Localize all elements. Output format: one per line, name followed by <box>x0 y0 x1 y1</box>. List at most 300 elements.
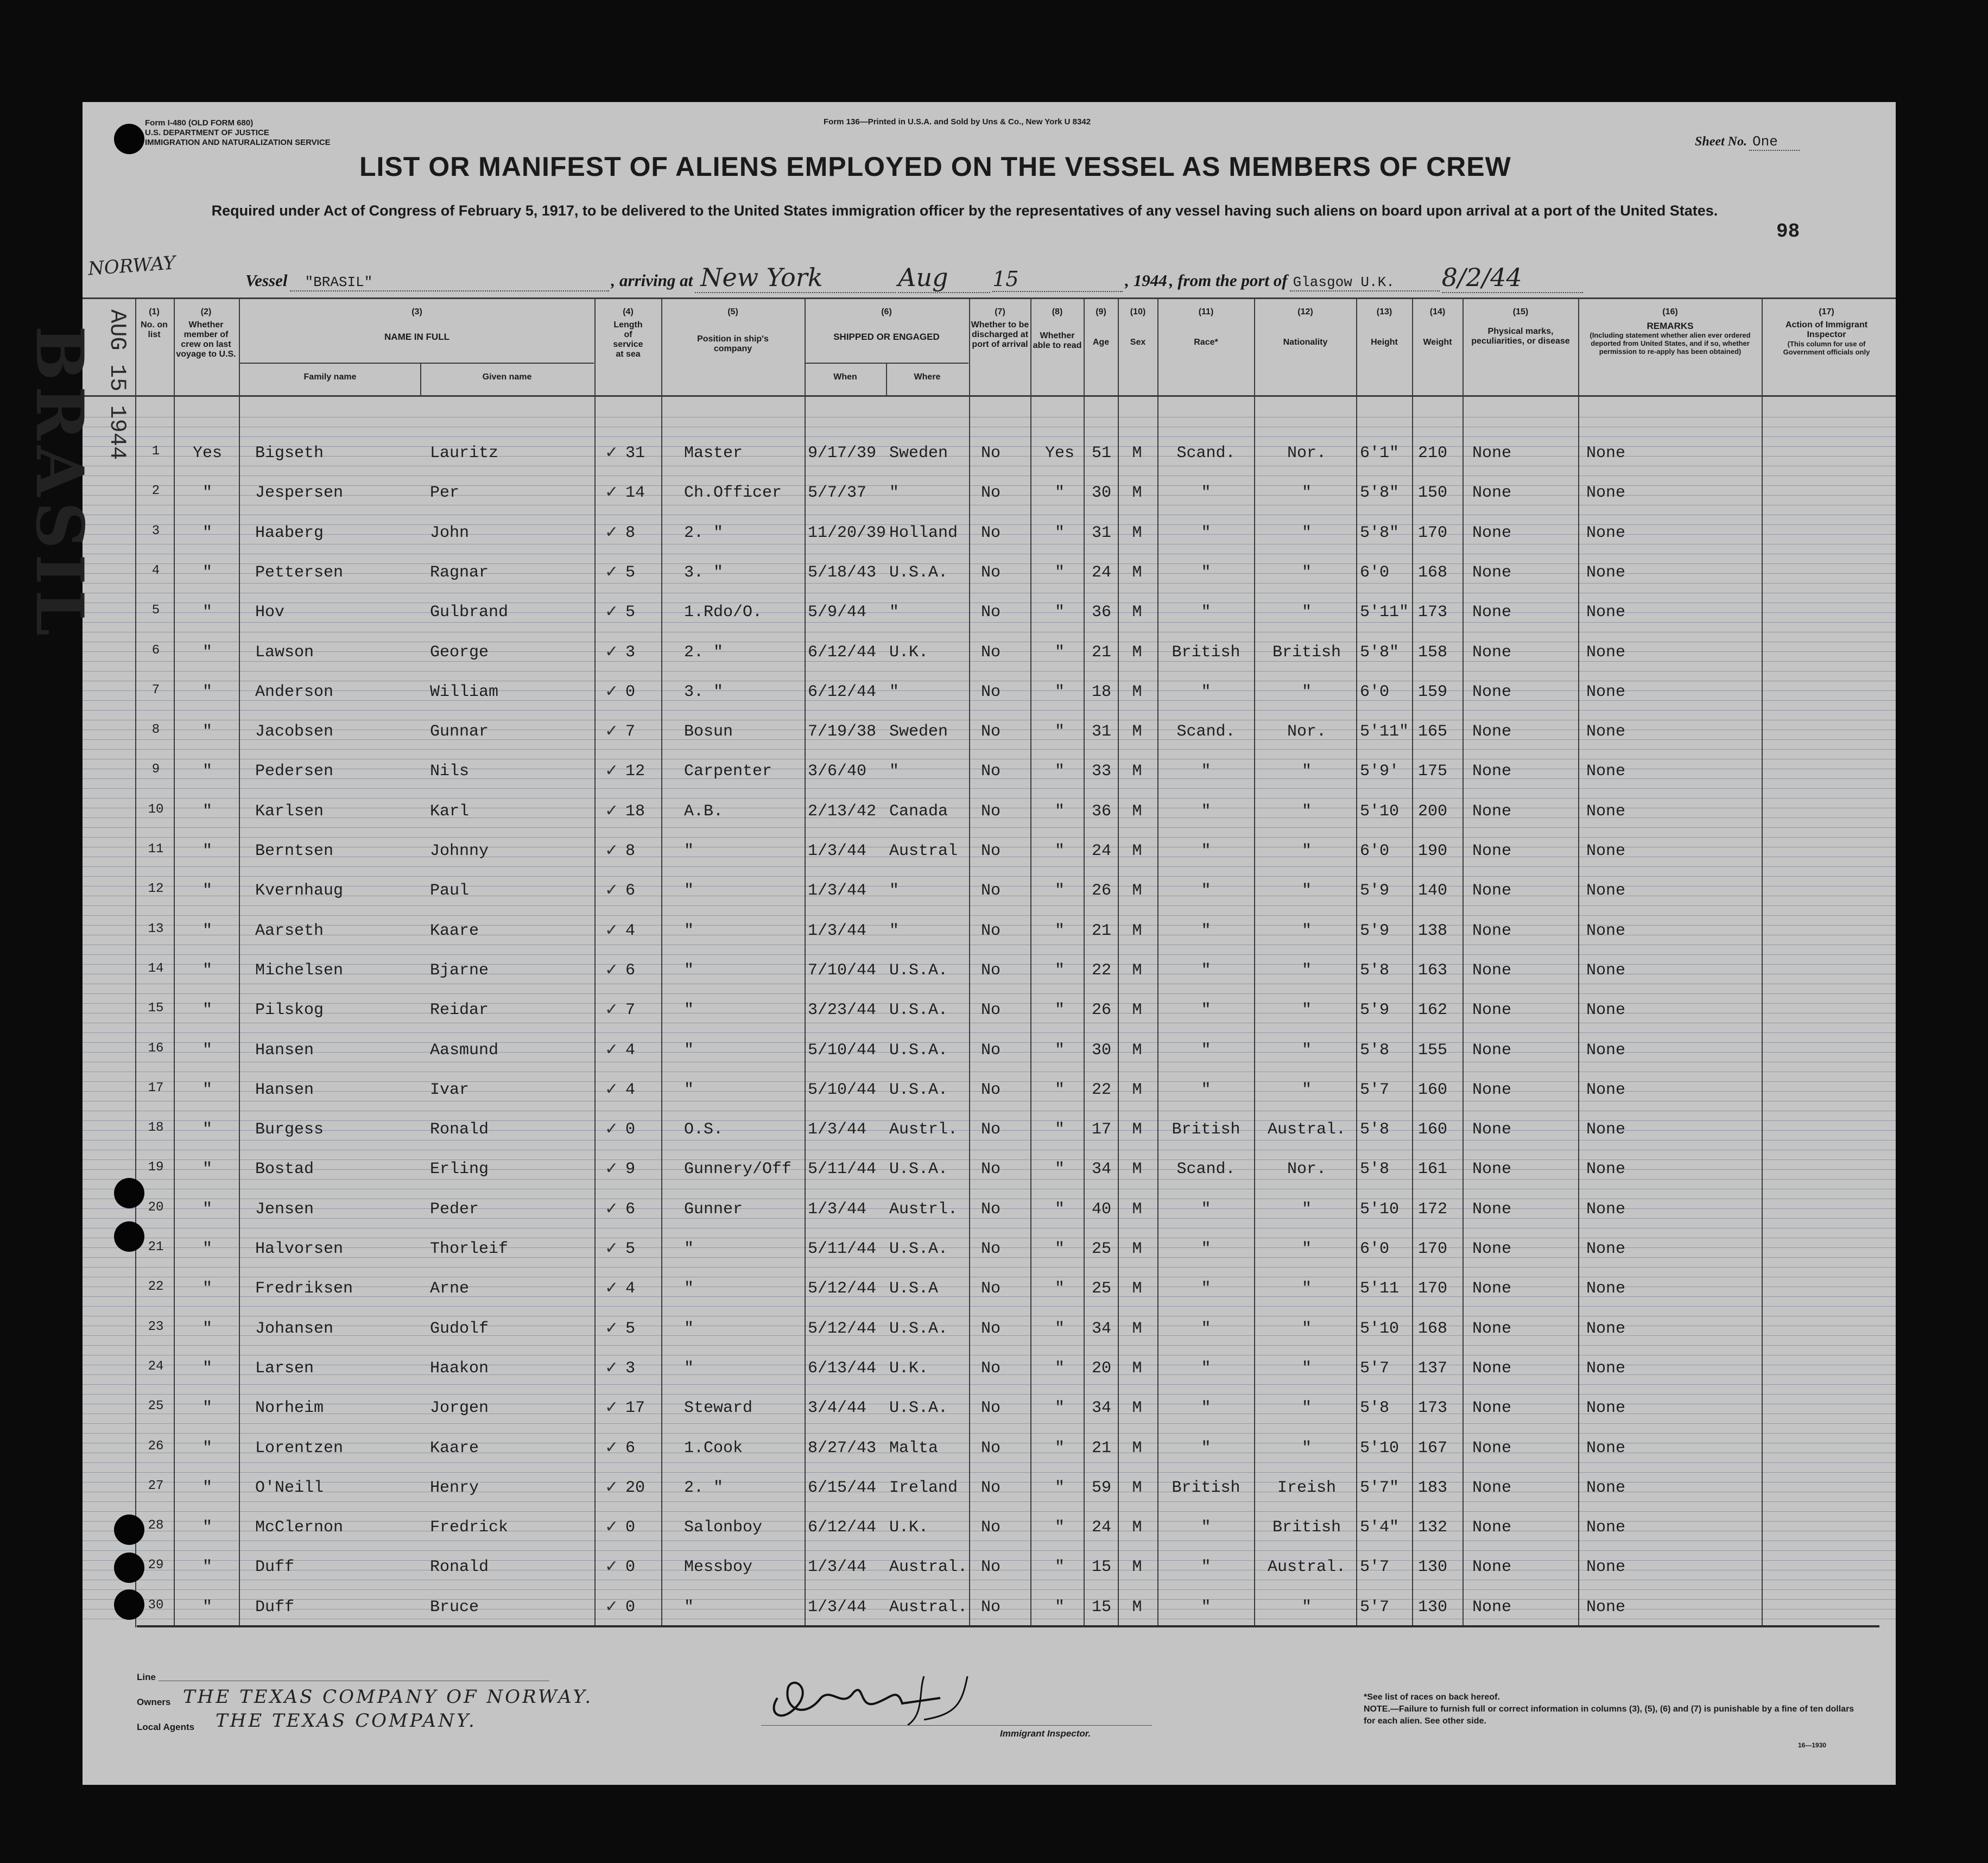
service-years-cell: 0 <box>625 682 636 701</box>
row-number: 28 <box>148 1518 164 1534</box>
race-cell: " <box>1201 1598 1211 1617</box>
remarks-cell: None <box>1586 563 1626 582</box>
row-number: 2 <box>151 484 160 499</box>
check-mark-icon: ✓ <box>605 1358 619 1377</box>
last-voyage-cell: " <box>202 1359 212 1378</box>
remarks-cell: None <box>1586 1478 1626 1497</box>
remarks-cell: None <box>1586 1120 1626 1139</box>
nationality-cell: " <box>1301 762 1312 781</box>
shipped-when-cell: 3/23/44 <box>808 1001 877 1020</box>
weight-cell: 165 <box>1418 723 1448 742</box>
given-name-cell: Bjarne <box>430 961 489 980</box>
date-stamp: AUG 15 1944 <box>104 309 130 460</box>
row-number: 14 <box>148 961 164 976</box>
shipped-when-cell: 5/18/43 <box>808 563 877 582</box>
shipped-where-cell: " <box>889 762 900 781</box>
last-voyage-cell: " <box>202 921 212 940</box>
service-years-cell: 5 <box>625 1319 636 1338</box>
physical-marks-cell: None <box>1472 643 1512 662</box>
nationality-cell: " <box>1301 802 1312 821</box>
height-cell: 6'0 <box>1360 842 1390 860</box>
physical-marks-cell: None <box>1472 961 1512 980</box>
shipped-where-cell: Malta <box>889 1439 939 1458</box>
shipped-when-cell: 5/11/44 <box>808 1240 877 1258</box>
family-name-cell: Lawson <box>255 643 314 662</box>
check-mark-icon: ✓ <box>605 1040 619 1059</box>
table-row <box>83 916 1896 956</box>
last-voyage-cell: " <box>202 1439 212 1458</box>
race-cell: " <box>1201 603 1211 622</box>
position-cell: 2. " <box>684 643 724 662</box>
remarks-cell: None <box>1586 1240 1626 1258</box>
age-cell: 30 <box>1091 484 1111 503</box>
row-number: 3 <box>151 523 160 538</box>
age-cell: 24 <box>1091 842 1111 860</box>
able-to-read-cell: " <box>1054 682 1065 701</box>
vessel-line: Vessel "BRASIL" , arriving at New York Aug 15 , 1944 , from the port of Glasgow U.K. 8/2/44 <box>245 263 1583 293</box>
remarks-cell: None <box>1586 882 1626 901</box>
height-cell: 5'8 <box>1360 961 1390 980</box>
shipped-when-cell: 1/3/44 <box>808 882 867 901</box>
weight-cell: 162 <box>1418 1001 1448 1020</box>
shipped-when-cell: 5/10/44 <box>808 1080 877 1099</box>
weight-cell: 183 <box>1418 1478 1448 1497</box>
physical-marks-cell: None <box>1472 484 1512 503</box>
able-to-read-cell: " <box>1054 563 1065 582</box>
col11-header: (11) Race* <box>1194 307 1218 347</box>
sex-cell: M <box>1132 1598 1142 1617</box>
height-cell: 5'7" <box>1360 1478 1400 1497</box>
nationality-cell: " <box>1301 1399 1312 1418</box>
ruled-line <box>83 436 1896 437</box>
nationality-cell: " <box>1301 961 1312 980</box>
remarks-cell: None <box>1586 1080 1626 1099</box>
shipped-when-cell: 5/12/44 <box>808 1279 877 1298</box>
row-number: 29 <box>148 1558 164 1573</box>
col9-header: (9) Age <box>1092 307 1110 347</box>
family-name-cell: O'Neill <box>255 1478 324 1497</box>
weight-cell: 132 <box>1418 1518 1448 1537</box>
remarks-cell: None <box>1586 842 1626 860</box>
remarks-cell: None <box>1586 961 1626 980</box>
physical-marks-cell: None <box>1472 1240 1512 1258</box>
weight-cell: 130 <box>1418 1558 1448 1577</box>
row-number: 23 <box>148 1319 164 1334</box>
age-cell: 36 <box>1091 603 1111 622</box>
check-mark-icon: ✓ <box>605 761 619 781</box>
age-cell: 51 <box>1091 444 1111 462</box>
able-to-read-cell: " <box>1054 882 1065 901</box>
check-mark-icon: ✓ <box>605 960 619 979</box>
discharged-cell: No <box>981 643 1001 662</box>
service-years-cell: 0 <box>625 1598 636 1617</box>
physical-marks-cell: None <box>1472 842 1512 860</box>
remarks-cell: None <box>1586 1279 1626 1298</box>
check-mark-icon: ✓ <box>605 642 619 661</box>
able-to-read-cell: " <box>1054 1160 1065 1179</box>
able-to-read-cell: " <box>1054 603 1065 622</box>
height-cell: 5'10 <box>1360 1439 1400 1458</box>
check-mark-icon: ✓ <box>605 1278 619 1298</box>
remarks-cell: None <box>1586 682 1626 701</box>
sex-cell: M <box>1132 802 1142 821</box>
sex-cell: M <box>1132 1319 1142 1338</box>
able-to-read-cell: " <box>1054 802 1065 821</box>
shipped-where-cell: Austral. <box>889 1558 968 1577</box>
family-name-cell: Karlsen <box>255 802 324 821</box>
last-voyage-cell: " <box>202 882 212 901</box>
family-name-cell: Burgess <box>255 1120 324 1139</box>
sex-cell: M <box>1132 882 1142 901</box>
inspector-label: Immigrant Inspector. <box>1000 1728 1091 1739</box>
sheet-number: Sheet No. One <box>1695 134 1800 150</box>
table-row <box>83 638 1896 677</box>
given-name-cell: Fredrick <box>430 1518 509 1537</box>
given-name-cell: Thorleif <box>430 1240 509 1258</box>
col3-header: (3) NAME IN FULL <box>384 307 449 342</box>
age-cell: 36 <box>1091 802 1111 821</box>
shipped-where-cell: Canada <box>889 802 948 821</box>
row-number: 18 <box>148 1120 164 1136</box>
table-row <box>83 1115 1896 1155</box>
able-to-read-cell: " <box>1054 842 1065 860</box>
race-cell: " <box>1201 802 1211 821</box>
age-cell: 17 <box>1091 1120 1111 1139</box>
age-cell: 59 <box>1091 1478 1111 1497</box>
age-cell: 20 <box>1091 1359 1111 1378</box>
given-name-cell: Jorgen <box>430 1399 489 1418</box>
nationality-cell: " <box>1301 1359 1312 1378</box>
physical-marks-cell: None <box>1472 1200 1512 1219</box>
punch-hole <box>114 1221 144 1252</box>
check-mark-icon: ✓ <box>605 1596 619 1616</box>
given-name-cell: Reidar <box>430 1001 489 1020</box>
row-number: 19 <box>148 1160 164 1175</box>
weight-cell: 137 <box>1418 1359 1448 1378</box>
row-number: 30 <box>148 1598 164 1613</box>
physical-marks-cell: None <box>1472 921 1512 940</box>
physical-marks-cell: None <box>1472 682 1512 701</box>
race-cell: " <box>1201 1359 1211 1378</box>
age-cell: 22 <box>1091 1080 1111 1099</box>
table-row <box>83 1434 1896 1473</box>
physical-marks-cell: None <box>1472 762 1512 781</box>
physical-marks-cell: None <box>1472 444 1512 462</box>
shipped-where-cell: Sweden <box>889 444 948 462</box>
remarks-cell: None <box>1586 1399 1626 1418</box>
discharged-cell: No <box>981 1041 1001 1060</box>
row-number: 13 <box>148 921 164 936</box>
physical-marks-cell: None <box>1472 802 1512 821</box>
page-title: LIST OR MANIFEST OF ALIENS EMPLOYED ON THE VESSEL AS MEMBERS OF CREW <box>359 151 1511 182</box>
given-name-cell: Haakon <box>430 1359 489 1378</box>
check-mark-icon: ✓ <box>605 483 619 502</box>
shipped-when-cell: 7/10/44 <box>808 961 877 980</box>
nationality-cell: Austral. <box>1267 1558 1346 1577</box>
discharged-cell: No <box>981 444 1001 462</box>
punch-hole <box>114 1515 144 1545</box>
family-name-cell: Hov <box>255 603 285 622</box>
family-name-cell: McClernon <box>255 1518 344 1537</box>
shipped-when-cell: 7/19/38 <box>808 723 877 742</box>
last-voyage-cell: " <box>202 1558 212 1577</box>
physical-marks-cell: None <box>1472 1120 1512 1139</box>
last-voyage-cell: " <box>202 523 212 542</box>
family-name-cell: Kvernhaug <box>255 882 344 901</box>
remarks-cell: None <box>1586 723 1626 742</box>
weight-cell: 170 <box>1418 523 1448 542</box>
age-cell: 31 <box>1091 523 1111 542</box>
row-number: 9 <box>151 762 160 777</box>
weight-cell: 172 <box>1418 1200 1448 1219</box>
nationality-cell: Nor. <box>1287 723 1326 742</box>
sex-cell: M <box>1132 842 1142 860</box>
height-cell: 5'8" <box>1360 523 1400 542</box>
remarks-cell: None <box>1586 1558 1626 1577</box>
check-mark-icon: ✓ <box>605 602 619 622</box>
last-voyage-cell: " <box>202 603 212 622</box>
able-to-read-cell: " <box>1054 1558 1065 1577</box>
ship-code-stamp: BRASIL <box>21 326 98 642</box>
able-to-read-cell: Yes <box>1044 444 1074 462</box>
height-cell: 5'10 <box>1360 1319 1400 1338</box>
family-name-cell: Halvorsen <box>255 1240 344 1258</box>
able-to-read-cell: " <box>1054 1240 1065 1258</box>
height-cell: 5'9 <box>1360 1001 1390 1020</box>
age-cell: 15 <box>1091 1558 1111 1577</box>
shipped-where-cell: U.S.A. <box>889 1240 948 1258</box>
remarks-cell: None <box>1586 1359 1626 1378</box>
race-cell: " <box>1201 484 1211 503</box>
shipped-where-cell: U.K. <box>889 1518 929 1537</box>
given-name-cell: Nils <box>430 762 470 781</box>
shipped-where-cell: U.S.A. <box>889 1080 948 1099</box>
position-cell: 1.Rdo/O. <box>684 603 763 622</box>
sex-cell: M <box>1132 1478 1142 1497</box>
shipped-where-cell: " <box>889 882 900 901</box>
col17-header: (17) Action of Immigrant Inspector (This column for use of Government officials only <box>1783 307 1870 356</box>
given-name-cell: William <box>430 682 499 701</box>
nationality-cell: British <box>1272 1518 1341 1537</box>
race-cell: Scand. <box>1176 444 1236 462</box>
discharged-cell: No <box>981 1279 1001 1298</box>
where-header: Where <box>914 372 941 382</box>
family-name-cell: Pilskog <box>255 1001 324 1020</box>
service-years-cell: 5 <box>625 1240 636 1258</box>
check-mark-icon: ✓ <box>605 562 619 581</box>
position-cell: 1.Cook <box>684 1439 743 1458</box>
shipped-where-cell: U.S.A <box>889 1279 939 1298</box>
agents-value: THE TEXAS COMPANY. <box>216 1710 477 1732</box>
race-cell: British <box>1172 1120 1240 1139</box>
family-name-cell: Bigseth <box>255 444 324 462</box>
nationality-cell: " <box>1301 484 1312 503</box>
col16-header: (16) REMARKS (Including statement whether alien ever ordered deported from United States, and if so, whether permission to re-apply has been obtained) <box>1590 307 1751 356</box>
table-row <box>83 677 1896 717</box>
shipped-where-cell: Sweden <box>889 723 948 742</box>
given-name-cell: Gudolf <box>430 1319 489 1338</box>
height-cell: 6'1" <box>1360 444 1400 462</box>
race-cell: " <box>1201 1001 1211 1020</box>
discharged-cell: No <box>981 762 1001 781</box>
age-cell: 24 <box>1091 1518 1111 1537</box>
last-voyage-cell: " <box>202 1319 212 1338</box>
given-name-cell: Paul <box>430 882 470 901</box>
height-cell: 5'10 <box>1360 1200 1400 1219</box>
shipped-when-cell: 6/12/44 <box>808 1518 877 1537</box>
nationality-cell: Ireish <box>1277 1478 1337 1497</box>
table-row <box>83 1075 1896 1115</box>
service-years-cell: 6 <box>625 1200 636 1219</box>
row-number: 15 <box>148 1001 164 1016</box>
age-cell: 21 <box>1091 643 1111 662</box>
row-number: 7 <box>151 682 160 698</box>
height-cell: 5'8" <box>1360 484 1400 503</box>
nationality-cell: " <box>1301 1041 1312 1060</box>
nationality-cell: " <box>1301 1240 1312 1258</box>
form-code: 16—1930 <box>1798 1741 1827 1749</box>
weight-cell: 168 <box>1418 1319 1448 1338</box>
family-name-cell: Pedersen <box>255 762 334 781</box>
row-number: 11 <box>148 842 164 857</box>
age-cell: 18 <box>1091 682 1111 701</box>
family-name-cell: Hansen <box>255 1041 314 1060</box>
position-cell: Gunnery/Off <box>684 1160 792 1179</box>
weight-cell: 150 <box>1418 484 1448 503</box>
service-years-cell: 0 <box>625 1120 636 1139</box>
sex-cell: M <box>1132 1439 1142 1458</box>
height-cell: 5'9' <box>1360 762 1400 781</box>
physical-marks-cell: None <box>1472 1518 1512 1537</box>
position-cell: Carpenter <box>684 762 773 781</box>
discharged-cell: No <box>981 603 1001 622</box>
given-name-cell: Karl <box>430 802 470 821</box>
check-mark-icon: ✓ <box>605 1318 619 1338</box>
position-cell: " <box>684 882 694 901</box>
row-number: 25 <box>148 1399 164 1414</box>
given-name-cell: Gulbrand <box>430 603 509 622</box>
service-years-cell: 4 <box>625 1041 636 1060</box>
weight-cell: 190 <box>1418 842 1448 860</box>
page-subtitle: Required under Act of Congress of February 5, 1917, to be delivered to the United States immigration officer by the representatives of any vessel having such aliens on board upon arrival at a port of the United States. <box>211 202 1718 219</box>
margin-note-country: NORWAY <box>87 252 176 280</box>
race-cell: " <box>1201 1399 1211 1418</box>
family-name-cell: Jespersen <box>255 484 344 503</box>
shipped-when-cell: 3/6/40 <box>808 762 867 781</box>
table-row <box>83 757 1896 796</box>
check-mark-icon: ✓ <box>605 1517 619 1537</box>
given-name-header: Given name <box>482 372 532 382</box>
age-cell: 22 <box>1091 961 1111 980</box>
check-mark-icon: ✓ <box>605 1199 619 1218</box>
able-to-read-cell: " <box>1054 484 1065 503</box>
nationality-cell: " <box>1301 603 1312 622</box>
penalty-note: NOTE.—Failure to furnish full or correct information in columns (3), (5), (6) and (7) is punishable by a fine of ten dollars for each alien. See other side. <box>1364 1704 1854 1726</box>
position-cell: O.S. <box>684 1120 724 1139</box>
inspector-underline <box>761 1725 1152 1726</box>
shipped-where-cell: " <box>889 921 900 940</box>
nationality-cell: " <box>1301 921 1312 940</box>
col6-header: (6) SHIPPED OR ENGAGED <box>833 307 940 342</box>
table-row <box>83 837 1896 876</box>
weight-cell: 200 <box>1418 802 1448 821</box>
shipped-when-cell: 3/4/44 <box>808 1399 867 1418</box>
given-name-cell: Kaare <box>430 1439 479 1458</box>
family-name-cell: Lorentzen <box>255 1439 344 1458</box>
table-row <box>83 1195 1896 1234</box>
race-cell: " <box>1201 1439 1211 1458</box>
sex-cell: M <box>1132 1518 1142 1537</box>
physical-marks-cell: None <box>1472 1041 1512 1060</box>
height-cell: 5'8 <box>1360 1120 1390 1139</box>
discharged-cell: No <box>981 1478 1001 1497</box>
col14-header: (14) Weight <box>1423 307 1452 347</box>
table-row <box>83 598 1896 637</box>
race-cell: " <box>1201 1279 1211 1298</box>
check-mark-icon: ✓ <box>605 1239 619 1258</box>
col13-header: (13) Height <box>1371 307 1398 347</box>
punch-hole <box>114 1552 144 1583</box>
check-mark-icon: ✓ <box>605 1159 619 1178</box>
age-cell: 21 <box>1091 921 1111 940</box>
row-number: 24 <box>148 1359 164 1374</box>
shipped-where-cell: U.S.A. <box>889 1001 948 1020</box>
table-row <box>83 1274 1896 1314</box>
age-cell: 34 <box>1091 1319 1111 1338</box>
table-row <box>83 996 1896 1035</box>
owners-value: THE TEXAS COMPANY OF NORWAY. <box>183 1686 593 1708</box>
age-cell: 25 <box>1091 1240 1111 1258</box>
able-to-read-cell: " <box>1054 1478 1065 1497</box>
race-cell: British <box>1172 643 1240 662</box>
physical-marks-cell: None <box>1472 1160 1512 1179</box>
check-mark-icon: ✓ <box>605 681 619 701</box>
sex-cell: M <box>1132 1160 1142 1179</box>
able-to-read-cell: " <box>1054 1518 1065 1537</box>
nationality-cell: " <box>1301 1319 1312 1338</box>
family-name-cell: Michelsen <box>255 961 344 980</box>
able-to-read-cell: " <box>1054 1200 1065 1219</box>
shipped-where-cell: U.S.A. <box>889 1160 948 1179</box>
weight-cell: 168 <box>1418 563 1448 582</box>
age-cell: 34 <box>1091 1399 1111 1418</box>
table-row <box>83 1513 1896 1552</box>
check-mark-icon: ✓ <box>605 1477 619 1497</box>
row-number: 20 <box>148 1200 164 1215</box>
row-number: 5 <box>151 603 160 618</box>
discharged-cell: No <box>981 961 1001 980</box>
check-mark-icon: ✓ <box>605 443 619 462</box>
sex-cell: M <box>1132 1558 1142 1577</box>
sex-cell: M <box>1132 1240 1142 1258</box>
remarks-cell: None <box>1586 1200 1626 1219</box>
height-cell: 5'8 <box>1360 1041 1390 1060</box>
given-name-cell: Lauritz <box>430 444 499 462</box>
service-years-cell: 12 <box>625 762 645 781</box>
sex-cell: M <box>1132 1279 1142 1298</box>
service-years-cell: 18 <box>625 802 645 821</box>
sex-cell: M <box>1132 723 1142 742</box>
shipped-when-cell: 6/15/44 <box>808 1478 877 1497</box>
physical-marks-cell: None <box>1472 603 1512 622</box>
check-mark-icon: ✓ <box>605 880 619 900</box>
nationality-cell: Austral. <box>1267 1120 1346 1139</box>
nationality-cell: " <box>1301 1279 1312 1298</box>
form-number: Form I-480 (OLD FORM 680) <box>145 118 254 128</box>
row-number: 26 <box>148 1439 164 1454</box>
age-cell: 26 <box>1091 882 1111 901</box>
sex-cell: M <box>1132 484 1142 503</box>
